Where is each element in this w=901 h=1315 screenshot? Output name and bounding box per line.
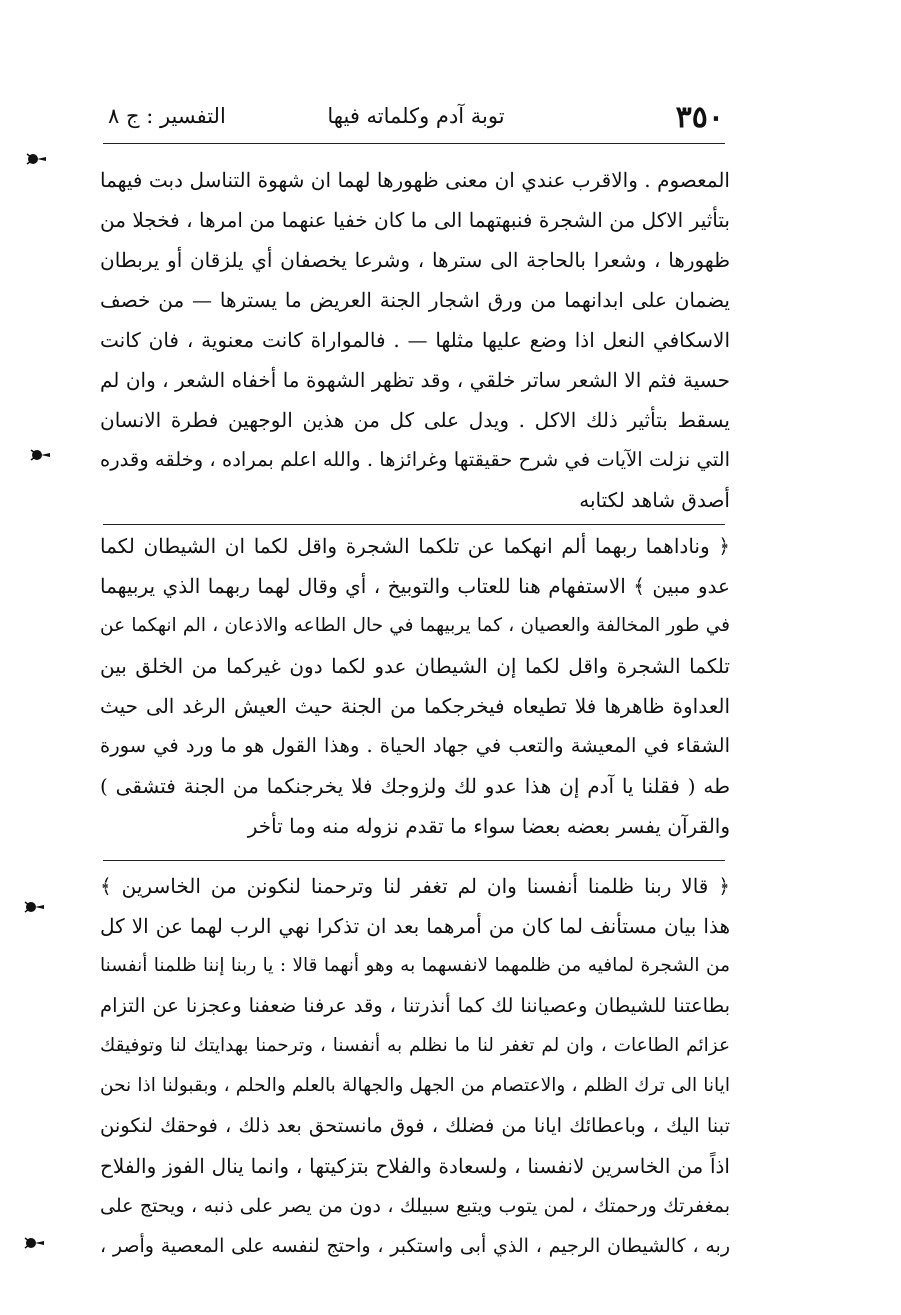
text-line: والقرآن يفسر بعضه بعضا سواء ما تقدم نزوله منه وما تأخر <box>247 814 730 838</box>
header-rule <box>103 143 725 144</box>
section-divider <box>103 860 725 861</box>
text-line: المعصوم . والاقرب عندي ان معنى ظهورها لهما ان شهوة التناسل دبت فيهما <box>100 168 730 192</box>
text-line: اذاً من الخاسرين لانفسنا ، ولسعادة والفلاح بتزكيتها ، وانما ينال الفوز والفلاح <box>100 1154 730 1178</box>
margin-mark-icon <box>22 900 44 914</box>
text-line: طه ( فقلنا يا آدم إن هذا عدو لك ولزوجك فلا يخرجنكما من الجنة فتشقى ) <box>100 774 730 798</box>
text-line: أصدق شاهد لكتابه <box>579 488 730 512</box>
paragraph-commentary-1 <box>100 160 730 520</box>
page-number: ٣٥٠ <box>675 100 724 135</box>
margin-mark-icon <box>24 152 46 166</box>
text-line: عزائم الطاعات ، وان لم تغفر لنا ما نظلم به أنفسنا ، وترحمنا بهدايتك لنا وتوفيقك <box>100 1035 730 1056</box>
text-line: هذا بيان مستأنف لما كان من أمرهما بعد ان تذكرا نهي الرب لهما عن الا كل <box>100 914 730 938</box>
running-header <box>108 100 724 140</box>
text-line: التي نزلت الآيات في شرح حقيقتها وغرائزها . والله اعلم بمراده ، وخلقه وقدره <box>100 448 730 471</box>
paragraph-verse-commentary-3 <box>100 866 730 1266</box>
text-line: ربه ، كالشيطان الرجيم ، الذي أبى واستكبر ، واحتج لنفسه على المعصية وأصر ، <box>100 1235 730 1257</box>
text-line: عدو مبين ﴾ الاستفهام هنا للعتاب والتوبيخ ، أي وقال لهما ربهما الذي يربيهما <box>100 574 730 598</box>
header-title: توبة آدم وكلماته فيها <box>327 104 505 128</box>
header-book-volume: التفسير : ج ٨ <box>108 104 226 128</box>
text-line: في طور المخالفة والعصيان ، كما يربيهما في حال الطاعه والاذعان ، الم انهكما عن <box>100 615 730 636</box>
section-divider <box>103 524 725 525</box>
text-line: العداوة ظاهرها فلا تطيعاه فيخرجكما من الجنة حيث العيش الرغد الى حيث <box>100 694 730 718</box>
text-line: تلكما الشجرة واقل لكما إن الشيطان عدو لكما دون غيركما من الخلق بين <box>100 654 730 678</box>
verse-line: ﴿ قالا ربنا ظلمنا أنفسنا وان لم تغفر لنا وترحمنا لنكونن من الخاسرين ﴾ <box>100 874 730 898</box>
text-line: بتأثير الاكل من الشجرة فنبهتهما الى ما كان خفيا عنهما من امرها ، فخجلا من <box>100 208 730 232</box>
text-line: ايانا الى ترك الظلم ، والاعتصام من الجهل والجهالة بالعلم والحلم ، وبقبولنا اذا نحن <box>100 1075 730 1096</box>
text-line: يضمان على ابدانهما من ورق اشجار الجنة العريض ما يسترها — من خصف <box>100 288 730 312</box>
paragraph-verse-commentary-2 <box>100 526 730 846</box>
text-line: الشقاء في المعيشة والتعب في جهاد الحياة . وهذا القول هو ما ورد في سورة <box>100 734 730 757</box>
text-line: يسقط بتأثير ذلك الاكل . ويدل على كل من هذين الوجهين فطرة الانسان <box>100 408 730 432</box>
text-line: ظهورها ، وشعرا بالحاجة الى سترها ، وشرعا يخصفان أي يلزقان أو يربطان <box>100 248 730 272</box>
text-line: بطاعتنا للشيطان وعصياننا لك كما أنذرتنا ، وقد عرفنا ضعفنا وعجزنا عن التزام <box>100 994 730 1017</box>
text-line: الاسكافي النعل اذا وضع عليها مثلها — . فالمواراة كانت معنوية ، فان كانت <box>100 328 730 352</box>
text-line: بمغفرتك ورحمتك ، لمن يتوب ويتبع سبيلك ، دون من يصر على ذنبه ، ويحتج على <box>100 1195 730 1217</box>
margin-mark-icon <box>22 1236 44 1250</box>
text-line: تبنا اليك ، وباعطائك ايانا من فضلك ، فوق مانستحق بعد ذلك ، فوحقك لنكونن <box>100 1114 730 1137</box>
text-line: حسية فثم الا الشعر ساتر خلقي ، وقد تظهر الشهوة ما أخفاه الشعر ، وان لم <box>100 368 730 392</box>
margin-mark-icon <box>28 448 50 462</box>
verse-line: ﴿ وناداهما ربهما ألم انهكما عن تلكما الشجرة واقل لكما ان الشيطان لكما <box>100 534 730 558</box>
text-line: من الشجرة لمافيه من ظلمهما لانفسهما به وهو أنهما قالا : يا ربنا إننا ظلمنا أنفسنا <box>100 955 730 976</box>
